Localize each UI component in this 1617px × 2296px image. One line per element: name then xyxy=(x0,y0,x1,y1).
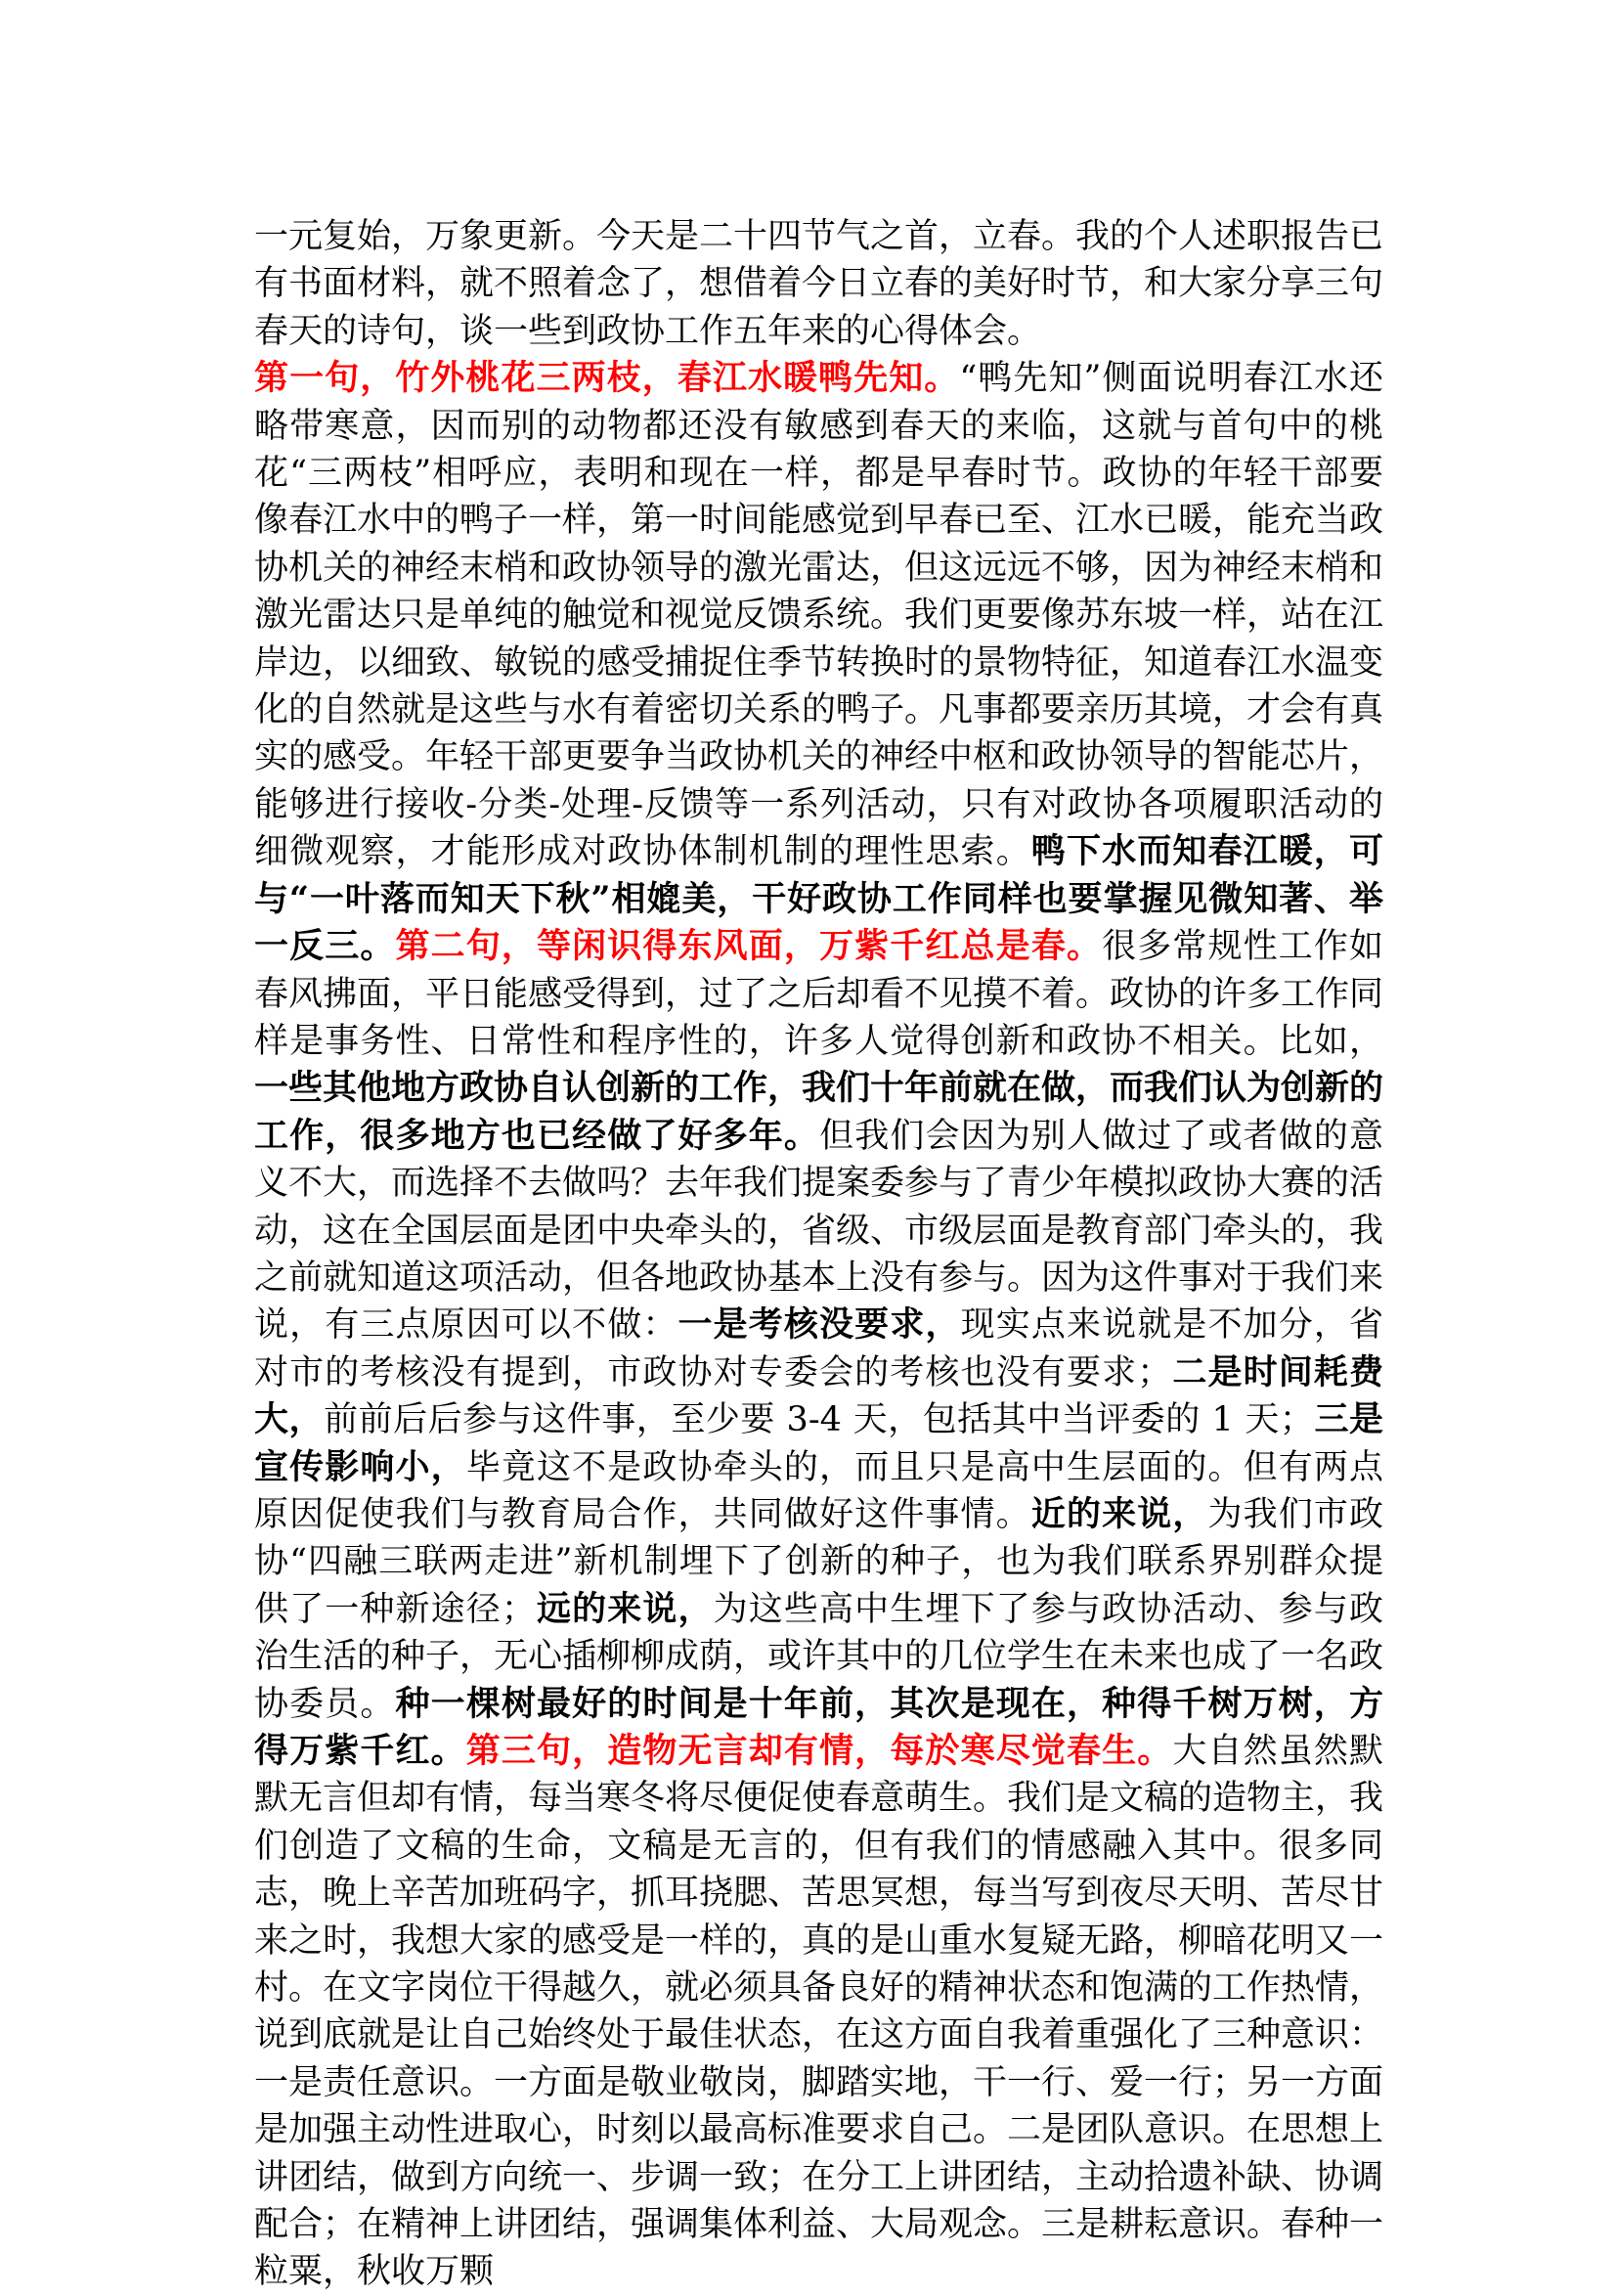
text-segment: 前前后后参与这件事，至少要 3-4 天，包括其中当评委的 1 天； xyxy=(324,1400,1314,1440)
emphasis-segment: 鸭下水而知春江暖，可与“一叶落而知天下秋”相媲美，干好政协工作同样也要掌握见微知著、举一反三。 xyxy=(254,831,1383,967)
emphasis-reason-one: 一是考核没要求， xyxy=(677,1304,961,1346)
paragraph-body xyxy=(254,355,1383,2296)
emphasis-reason-three: 三是宣传影响小， xyxy=(254,1399,1383,1487)
heading-third-verse: 第三句，造物无言却有情，每於寒尽觉春生。 xyxy=(465,1731,1173,1771)
text-segment: 为这些高中生埋下了参与政协活动、参与政治生活的种子，无心插柳柳成荫，或许其中的几位学生在未来也成了一名政协委员。 xyxy=(254,1589,1384,1724)
text-segment: 毕竟这不是政协牵头的，而且只是高中生层面的。但有两点原因促使我们与教育局合作，共同做好这件事情。 xyxy=(254,1447,1383,1534)
document-page xyxy=(254,213,1383,2296)
text-segment: 现实点来说就是不加分，省对市的考核没有提到，市政协对专委会的考核也没有要求； xyxy=(254,1305,1383,1392)
heading-second-verse: 第二句，等闲识得东风面，万紫千红总是春。 xyxy=(395,926,1103,967)
text-segment: 一元复始，万象更新。今天是二十四节气之首，立春。我的个人述职报告已有书面材料，就不照着念了，想借着今日立春的美好时节，和大家分享三句春天的诗句，谈一些到政协工作五年来的心得体会。 xyxy=(254,217,1384,351)
emphasis-near-term: 近的来说， xyxy=(1030,1493,1208,1534)
text-segment: 很多常规性工作如春风拂面，平日能感受得到，过了之后却看不见摸不着。政协的许多工作同样是事务性、日常性和程序性的，许多人觉得创新和政协不相关。比如， xyxy=(254,927,1384,1061)
text-segment: 大自然虽然默默无言但却有情，每当寒冬将尽便促使春意萌生。我们是文稿的造物主，我们创造了文稿的生命，文稿是无言的，但有我们的情感融入其中。很多同志，晚上辛苦加班码字，抓耳挠腮、苦思冥想，每当写到夜尽天明、苦尽甘来之时，我想大家的感受是一样的，真的是山重水复疑无路，柳暗花明又一村。在文字岗位干得越久，就必须具备良好的精神状态和饱满的工作热情，说到底就是让自己始终处于最佳状态，在这方面自我着重强化了三种意识：一是责任意识。一方面是敬业敬岗，脚踏实地，干一行、爱一行；另一方面是加强主动性进取心，时刻以最高标准要求自己。二是团队意识。在思想上讲团结，做到方向统一、步调一致；在分工上讲团结，主动拾遗补缺、协调配合；在精神上讲团结，强调集体利益、大局观念。三是耕耘意识。春种一粒粟，秋收万颗 xyxy=(254,1732,1384,2292)
paragraph-intro xyxy=(254,213,1383,355)
emphasis-segment: 种一棵树最好的时间是十年前，其次是现在，种得千树万树，方得万紫千红。 xyxy=(254,1683,1383,1771)
emphasis-long-term: 远的来说， xyxy=(535,1588,714,1629)
emphasis-segment: 一些其他地方政协自认创新的工作，我们十年前就在做，而我们认为创新的工作，很多地方也已经做了好多年。 xyxy=(254,1068,1384,1156)
heading-first-verse: 第一句，竹外桃花三两枝，春江水暖鸭先知。 xyxy=(254,358,960,399)
text-segment: “鸭先知”侧面说明春江水还略带寒意，因而别的动物都还没有敏感到春天的来临，这就与首句中的桃花“三两枝”相呼应，表明和现在一样，都是早春时节。政协的年轻干部要像春江水中的鸭子一样，第一时间能感觉到早春已至、江水已暖，能充当政协机关的神经末梢和政协领导的激光雷达，但这远远不够，因为神经末梢和激光雷达只是单纯的触觉和视觉反馈系统。我们更要像苏东坡一样，站在江岸边，以细致、敏锐的感受捕捉住季节转换时的景物特征，知道春江水温变化的自然就是这些与水有着密切关系的鸭子。凡事都要亲历其境，才会有真实的感受。年轻干部更要争当政协机关的神经中枢和政协领导的智能芯片，能够进行接收-分类-处理-反馈等一系列活动，只有对政协各项履职活动的细微观察，才能形成对政协体制机制的理性思索。 xyxy=(254,359,1384,872)
emphasis-reason-two: 二是时间耗费大， xyxy=(254,1351,1383,1440)
text-segment: 但我们会因为别人做过了或者做的意义不大，而选择不去做吗？去年我们提案委参与了青少年模拟政协大赛的活动，这在全国层面是团中央牵头的，省级、市级层面是教育部门牵头的，我之前就知道这项活动，但各地政协基本上没有参与。因为这件事对于我们来说，有三点原因可以不做： xyxy=(254,1116,1384,1346)
text-segment: 为我们市政协“四融三联两走进”新机制埋下了创新的种子，也为我们联系界别群众提供了一种新途径； xyxy=(254,1494,1383,1629)
